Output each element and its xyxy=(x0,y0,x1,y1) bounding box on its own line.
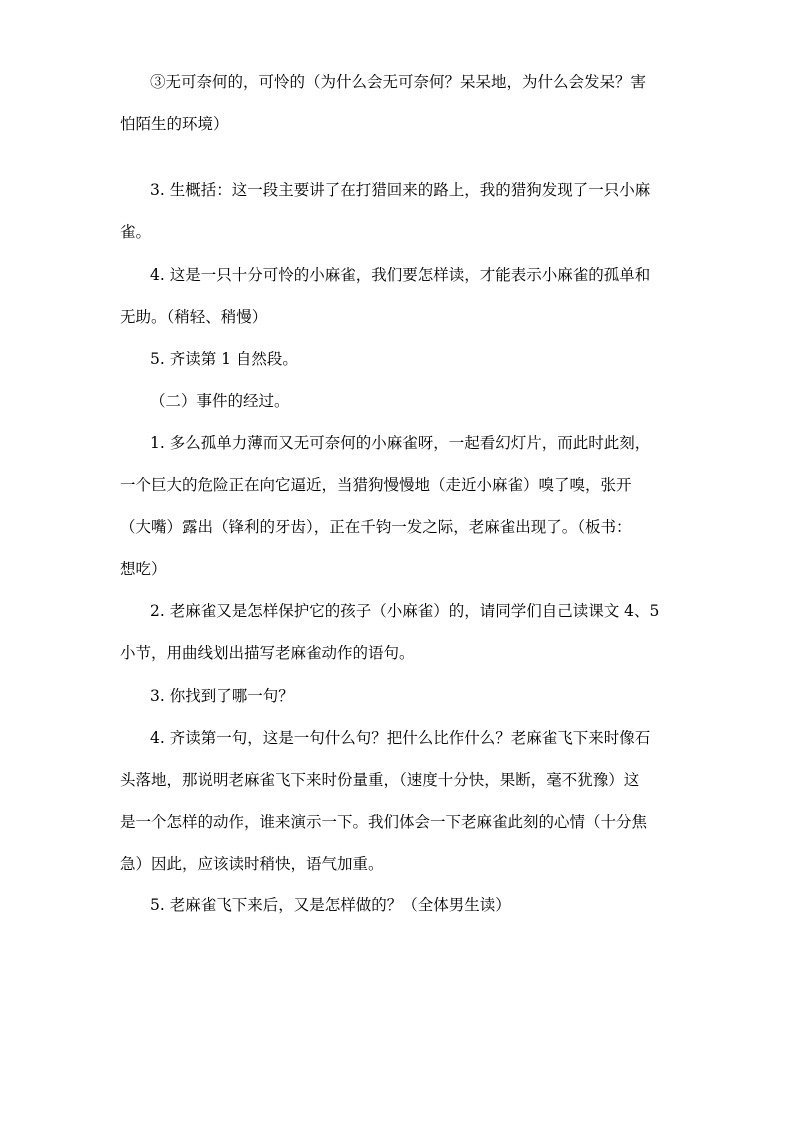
paragraph-step-4-reading xyxy=(120,254,676,338)
text-line: 想吃） xyxy=(120,560,167,578)
text-line: 1. 多么孤单力薄而又无可奈何的小麻雀呀，一起看幻灯片，而此时此刻， xyxy=(150,434,651,452)
section-heading-event-process xyxy=(120,380,676,422)
text-line: 怕陌生的环境） xyxy=(120,115,229,133)
text-line: 3. 你找到了哪一句？ xyxy=(150,687,294,705)
text-line: 5. 老麻雀飞下来后，又是怎样做的？（全体男生读） xyxy=(150,896,511,914)
text-line: ③无可奈何的，可怜的（为什么会无可奈何？呆呆地，为什么会发呆？害 xyxy=(150,73,647,91)
paragraph-step-5-read-aloud xyxy=(120,338,676,380)
text-line: 头落地，那说明老麻雀飞下来时份量重，（速度十分快，果断，毫不犹豫）这 xyxy=(120,771,640,789)
paragraph-step-1-danger xyxy=(120,422,676,590)
text-line: 4. 齐读第一句，这是一句什么句？把什么比作什么？老麻雀飞下来时像石 xyxy=(150,729,651,747)
text-line: 是一个怎样的动作，谁来演示一下。我们体会一下老麻雀此刻的心情（十分焦 xyxy=(120,813,648,831)
paragraph-reason-question xyxy=(120,61,676,145)
text-line: 小节，用曲线划出描写老麻雀动作的语句。 xyxy=(120,644,415,662)
text-line: 3. 生概括：这一段主要讲了在打猎回来的路上，我的猎狗发现了一只小麻 xyxy=(150,181,651,199)
text-line: 5. 齐读第 1 自然段。 xyxy=(150,350,298,368)
text-line: 一个巨大的危险正在向它逼近，当猎狗慢慢地（走近小麻雀）嗅了嗅，张开 xyxy=(120,476,632,494)
text-line: （大嘴）露出（锋利的牙齿），正在千钧一发之际，老麻雀出现了。（板书： xyxy=(120,518,632,536)
paragraph-step-2-protect xyxy=(120,590,676,674)
paragraph-step-4-simile xyxy=(120,717,676,885)
text-line: 4. 这是一只十分可怜的小麻雀，我们要怎样读，才能表示小麻雀的孤单和 xyxy=(150,266,651,284)
text-line: 急）因此，应该读时稍快，语气加重。 xyxy=(120,855,384,873)
section-heading: （二）事件的经过。 xyxy=(150,392,290,410)
paragraph-step-3-find xyxy=(120,675,676,717)
text-line: 无助。（稍轻、稍慢） xyxy=(120,308,268,326)
text-line: 雀。 xyxy=(120,223,152,241)
paragraph-step-5-boys-read xyxy=(120,884,676,926)
text-line: 2. 老麻雀又是怎样保护它的孩子（小麻雀）的，请同学们自己读课文 4、5 xyxy=(150,602,660,620)
paragraph-step-3-summary xyxy=(120,169,676,253)
